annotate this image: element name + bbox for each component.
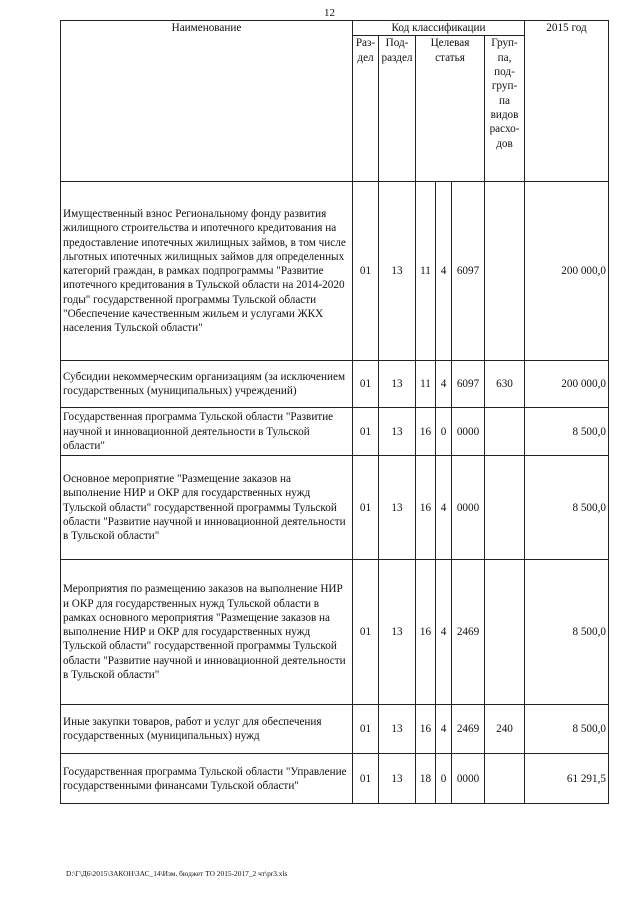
row-group	[485, 456, 525, 560]
table-row	[61, 456, 609, 560]
page-number: 12	[324, 7, 335, 19]
row-name: Имущественный взнос Региональному фонду развития жилищного строительства и ипотечного кредитования на предоставление ипотечных жилищных займов, в том числе льготных ипотечных жилищных займов для определенных категорий граждан, в рамках подпрограммы "Развитие ипотечного кредитования в Тульской области на 2014-2020 годы" государственной программы Тульской области "Обеспечение качественным жильем и услугами ЖКХ населения Тульской области"	[61, 182, 353, 361]
table-row	[61, 361, 609, 408]
row-amount: 8 500,0	[525, 705, 609, 754]
row-name: Иные закупки товаров, работ и услуг для обеспечения государственных (муниципальных) нужд	[61, 705, 353, 754]
row-target-2: 4	[436, 705, 452, 754]
row-target-2: 4	[436, 361, 452, 408]
row-group: 240	[485, 705, 525, 754]
row-section: 01	[353, 560, 379, 705]
table-row	[61, 560, 609, 705]
file-path-footer: D:\Г\Д6\2015\ЗАКОН\ЗАС_14\Изм. бюджет ТО 2015-2017_2 чт\pr3.xls	[66, 869, 288, 878]
row-name: Государственная программа Тульской области "Управление государственными финансами Тульской области"	[61, 754, 353, 804]
row-section: 01	[353, 705, 379, 754]
header-classification: Код классификации	[353, 21, 525, 36]
row-target-2: 0	[436, 408, 452, 456]
row-target-3: 6097	[452, 182, 485, 361]
row-amount: 8 500,0	[525, 456, 609, 560]
row-amount: 61 291,5	[525, 754, 609, 804]
header-row-top	[61, 21, 609, 36]
table-row	[61, 408, 609, 456]
row-name: Субсидии некоммерческим организациям (за исключением государственных (муниципальных) учреждений)	[61, 361, 353, 408]
row-subsection: 13	[379, 361, 416, 408]
budget-table	[60, 20, 609, 804]
row-subsection: 13	[379, 408, 416, 456]
row-target-1: 16	[416, 705, 436, 754]
row-target-3: 0000	[452, 456, 485, 560]
row-subsection: 13	[379, 705, 416, 754]
header-subsection: Под-раздел	[379, 36, 416, 182]
header-section: Раз-дел	[353, 36, 379, 182]
row-section: 01	[353, 408, 379, 456]
row-target-1: 11	[416, 182, 436, 361]
row-target-3: 2469	[452, 560, 485, 705]
row-group	[485, 408, 525, 456]
row-target-1: 16	[416, 456, 436, 560]
row-subsection: 13	[379, 182, 416, 361]
row-name: Мероприятия по размещению заказов на выполнение НИР и ОКР для государственных нужд Тульской области в рамках основного мероприятия "Размещение заказов на выполнение НИР и ОКР для государственных нужд Тульской области" государственной программы Тульской области "Развитие научной и инновационной деятельности в Тульской области"	[61, 560, 353, 705]
row-amount: 8 500,0	[525, 408, 609, 456]
row-group: 630	[485, 361, 525, 408]
row-target-2: 0	[436, 754, 452, 804]
row-target-1: 18	[416, 754, 436, 804]
header-year: 2015 год	[525, 21, 609, 182]
row-target-1: 11	[416, 361, 436, 408]
row-target-2: 4	[436, 560, 452, 705]
table-row	[61, 754, 609, 804]
row-section: 01	[353, 361, 379, 408]
row-section: 01	[353, 456, 379, 560]
row-target-3: 0000	[452, 754, 485, 804]
row-subsection: 13	[379, 456, 416, 560]
row-target-3: 6097	[452, 361, 485, 408]
row-group	[485, 182, 525, 361]
row-target-2: 4	[436, 182, 452, 361]
row-subsection: 13	[379, 560, 416, 705]
header-target-item: Целевая статья	[416, 36, 485, 182]
row-name: Государственная программа Тульской области "Развитие научной и инновационной деятельности в Тульской области"	[61, 408, 353, 456]
row-amount: 8 500,0	[525, 560, 609, 705]
row-amount: 200 000,0	[525, 361, 609, 408]
row-section: 01	[353, 182, 379, 361]
row-name: Основное мероприятие "Размещение заказов на выполнение НИР и ОКР для государственных нужд Тульской области" государственной программы Тульской области "Развитие научной и инновационной деятельности в Тульской области"	[61, 456, 353, 560]
row-group	[485, 754, 525, 804]
header-name: Наименование	[61, 21, 353, 182]
row-amount: 200 000,0	[525, 182, 609, 361]
row-section: 01	[353, 754, 379, 804]
table-row	[61, 182, 609, 361]
row-target-3: 0000	[452, 408, 485, 456]
row-target-1: 16	[416, 560, 436, 705]
row-target-3: 2469	[452, 705, 485, 754]
header-expense-group: Груп-па, под-груп-па видов расхо-дов	[485, 36, 525, 182]
row-target-1: 16	[416, 408, 436, 456]
row-subsection: 13	[379, 754, 416, 804]
row-target-2: 4	[436, 456, 452, 560]
table-row	[61, 705, 609, 754]
row-group	[485, 560, 525, 705]
